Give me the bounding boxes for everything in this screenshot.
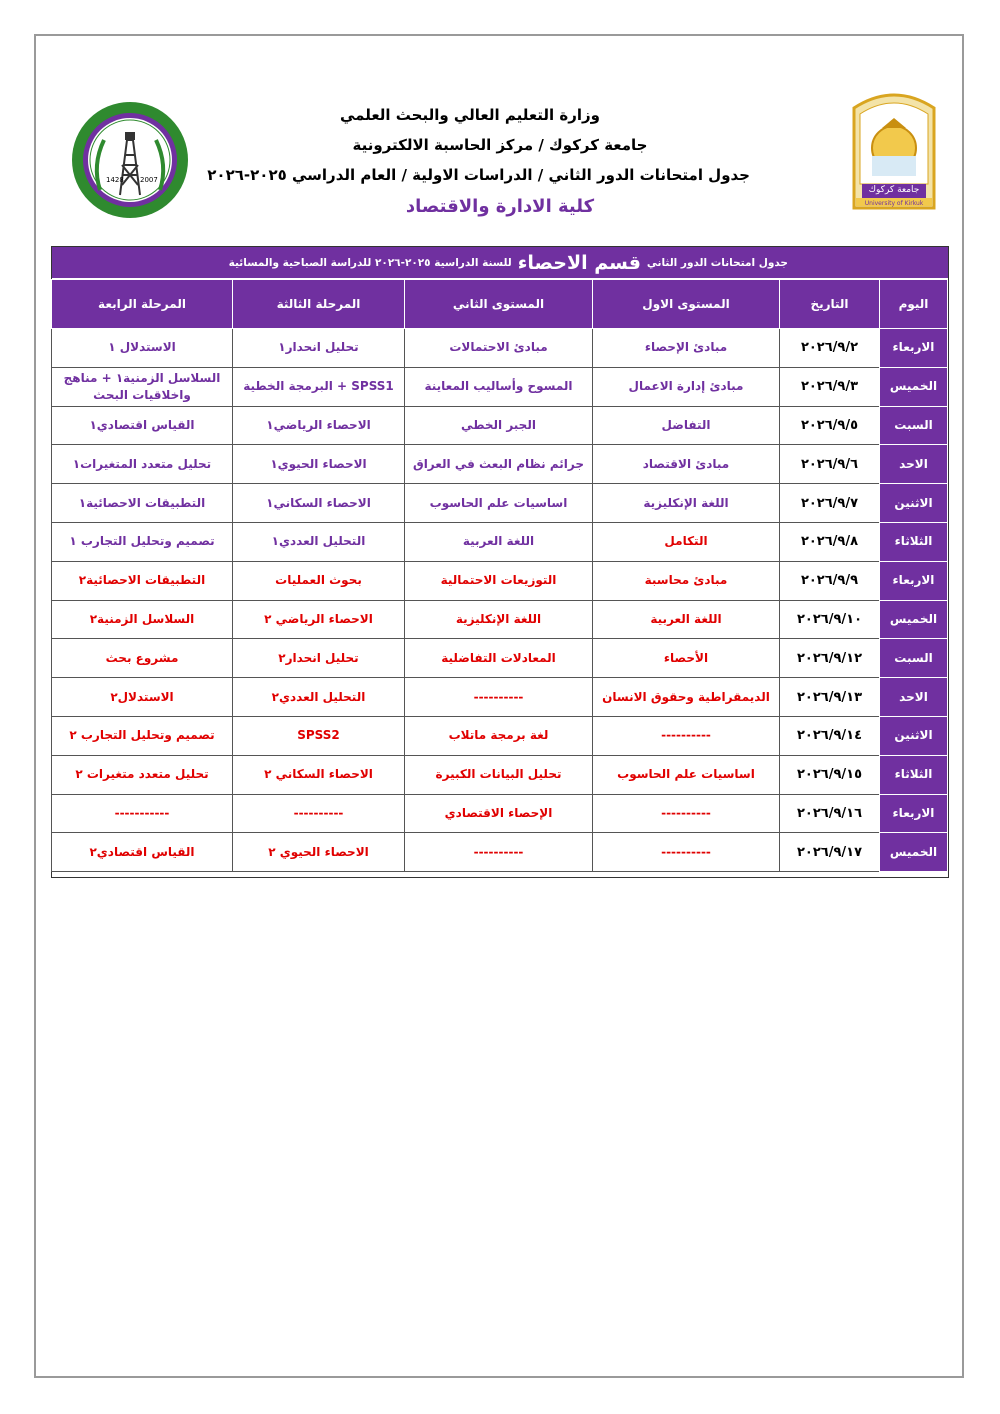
stage3-cell: تحليل انحدار٢ xyxy=(233,639,405,678)
date-cell: ٢٠٢٦/٩/٣ xyxy=(780,367,880,406)
stage4-cell: التطبيقات الاحصائية١ xyxy=(52,484,233,523)
level2-cell: المسوح وأساليب المعاينة xyxy=(405,367,593,406)
stage3-cell: SPSS1 + البرمجة الخطية xyxy=(233,367,405,406)
date-cell: ٢٠٢٦/٩/٨ xyxy=(780,522,880,561)
svg-text:2007: 2007 xyxy=(140,176,158,184)
table-row xyxy=(52,329,948,368)
header-row xyxy=(52,280,948,329)
table-row xyxy=(52,445,948,484)
day-cell: السبت xyxy=(880,406,948,445)
date-cell: ٢٠٢٦/٩/٢ xyxy=(780,329,880,368)
ministry-title: وزارة التعليم العالي والبحث العلمي xyxy=(339,106,601,124)
stage3-cell: SPSS2 xyxy=(233,716,405,755)
day-cell: الثلاثاء xyxy=(880,522,948,561)
col-header-date: التاريخ xyxy=(780,280,880,329)
day-cell: الخميس xyxy=(880,833,948,872)
level1-cell: التكامل xyxy=(593,522,780,561)
date-cell: ٢٠٢٦/٩/٥ xyxy=(780,406,880,445)
stage3-cell: الاحصاء الرياضي ٢ xyxy=(233,600,405,639)
schedule-title-bar xyxy=(52,247,948,279)
level2-cell: اساسيات علم الحاسوب xyxy=(405,484,593,523)
date-cell: ٢٠٢٦/٩/١٧ xyxy=(780,833,880,872)
level1-cell: الديمقراطية وحقوق الانسان xyxy=(593,678,780,717)
level1-cell: مبادئ إدارة الاعمال xyxy=(593,367,780,406)
table-row xyxy=(52,755,948,794)
table-row xyxy=(52,794,948,833)
col-header-stage3: المرحلة الثالثة xyxy=(233,280,405,329)
level1-cell: اللغة الإنكليزية xyxy=(593,484,780,523)
level1-cell: مبادئ محاسبة xyxy=(593,561,780,600)
university-title: جامعة كركوك / مركز الحاسبة الالكترونية xyxy=(352,136,648,154)
day-cell: الاثنين xyxy=(880,484,948,523)
day-cell: الاربعاء xyxy=(880,329,948,368)
day-cell: الاربعاء xyxy=(880,561,948,600)
day-cell: الاحد xyxy=(880,678,948,717)
level1-cell: مبادئ الإحصاء xyxy=(593,329,780,368)
document-header xyxy=(207,100,750,222)
table-row xyxy=(52,522,948,561)
level1-cell: ---------- xyxy=(593,794,780,833)
stage4-cell: تصميم وتحليل التجارب ٢ xyxy=(52,716,233,755)
table-row xyxy=(52,484,948,523)
level1-cell: اللغة العربية xyxy=(593,600,780,639)
day-cell: الخميس xyxy=(880,600,948,639)
col-header-day: اليوم xyxy=(880,280,948,329)
stage3-cell: الاحصاء السكاني ٢ xyxy=(233,755,405,794)
level1-cell: ---------- xyxy=(593,716,780,755)
stage4-cell: الاستدلال ١ xyxy=(52,329,233,368)
date-cell: ٢٠٢٦/٩/٩ xyxy=(780,561,880,600)
level1-cell: التفاضل xyxy=(593,406,780,445)
table-row xyxy=(52,406,948,445)
stage3-cell: ---------- xyxy=(233,794,405,833)
level1-cell: اساسيات علم الحاسوب xyxy=(593,755,780,794)
svg-text:University of Kirkuk: University of Kirkuk xyxy=(864,200,924,207)
date-cell: ٢٠٢٦/٩/١٢ xyxy=(780,639,880,678)
table-row xyxy=(52,561,948,600)
exam-schedule-title: جدول امتحانات الدور الثاني / الدراسات الاولية / العام الدراسي ٢٠٢٥-٢٠٢٦ xyxy=(207,166,750,184)
college-name: كلية الادارة والاقتصاد xyxy=(405,196,595,217)
stage4-cell: القياس اقتصادي٢ xyxy=(52,833,233,872)
date-cell: ٢٠٢٦/٩/١٦ xyxy=(780,794,880,833)
table-row xyxy=(52,833,948,872)
stage4-cell: مشروع بحث xyxy=(52,639,233,678)
level2-cell: اللغة الإنكليزية xyxy=(405,600,593,639)
level2-cell: ---------- xyxy=(405,678,593,717)
level2-cell: الجبر الخطي xyxy=(405,406,593,445)
department-name: قسم الاحصاء xyxy=(517,251,641,274)
stage3-cell: تحليل انحدار١ xyxy=(233,329,405,368)
stage4-cell: تصميم وتحليل التجارب ١ xyxy=(52,522,233,561)
col-header-level1: المستوى الاول xyxy=(593,280,780,329)
col-header-stage4: المرحلة الرابعة xyxy=(52,280,233,329)
svg-text:1428: 1428 xyxy=(106,176,124,184)
day-cell: الثلاثاء xyxy=(880,755,948,794)
stage3-cell: الاحصاء السكاني١ xyxy=(233,484,405,523)
stage4-cell: تحليل متعدد متغيرات ٢ xyxy=(52,755,233,794)
stage3-cell: الاحصاء الرياضي١ xyxy=(233,406,405,445)
stage3-cell: التحليل العددي١ xyxy=(233,522,405,561)
day-cell: الاربعاء xyxy=(880,794,948,833)
table-row xyxy=(52,600,948,639)
date-cell: ٢٠٢٦/٩/١٣ xyxy=(780,678,880,717)
svg-text:جامعة كركوك: جامعة كركوك xyxy=(868,185,920,195)
table-row xyxy=(52,678,948,717)
schedule-grid xyxy=(51,279,948,872)
date-cell: ٢٠٢٦/٩/٧ xyxy=(780,484,880,523)
table-row xyxy=(52,716,948,755)
date-cell: ٢٠٢٦/٩/١٠ xyxy=(780,600,880,639)
stage4-cell: السلاسل الزمنية٢ xyxy=(52,600,233,639)
level2-cell: مبادئ الاحتمالات xyxy=(405,329,593,368)
exam-schedule-table xyxy=(51,246,949,878)
day-cell: الاحد xyxy=(880,445,948,484)
day-cell: الاثنين xyxy=(880,716,948,755)
stage3-cell: بحوث العمليات xyxy=(233,561,405,600)
level2-cell: اللغة العربية xyxy=(405,522,593,561)
table-row xyxy=(52,639,948,678)
title-suffix: للسنة الدراسية ٢٠٢٥-٢٠٢٦ للدراسة الصباحية والمسائية xyxy=(228,256,512,269)
college-seal-logo xyxy=(70,100,190,220)
stage4-cell: القياس اقتصادي١ xyxy=(52,406,233,445)
stage4-cell: السلاسل الزمنية١ + مناهج واخلاقيات البحث xyxy=(52,367,233,406)
date-cell: ٢٠٢٦/٩/١٥ xyxy=(780,755,880,794)
level1-cell: الأحصاء xyxy=(593,639,780,678)
level2-cell: المعادلات التفاضلية xyxy=(405,639,593,678)
stage4-cell: تحليل متعدد المتغيرات١ xyxy=(52,445,233,484)
col-header-level2: المستوى الثاني xyxy=(405,280,593,329)
stage4-cell: ----------- xyxy=(52,794,233,833)
level1-cell: مبادئ الاقتصاد xyxy=(593,445,780,484)
day-cell: الخميس xyxy=(880,367,948,406)
level2-cell: الإحصاء الاقتصادي xyxy=(405,794,593,833)
level1-cell: ---------- xyxy=(593,833,780,872)
stage3-cell: التحليل العددي٢ xyxy=(233,678,405,717)
level2-cell: لغة برمجة ماتلاب xyxy=(405,716,593,755)
level2-cell: تحليل البيانات الكبيرة xyxy=(405,755,593,794)
level2-cell: جرائم نظام البعث في العراق xyxy=(405,445,593,484)
table-row xyxy=(52,367,948,406)
date-cell: ٢٠٢٦/٩/١٤ xyxy=(780,716,880,755)
day-cell: السبت xyxy=(880,639,948,678)
title-prefix: جدول امتحانات الدور الثاني xyxy=(646,256,788,269)
level2-cell: التوزيعات الاحتمالية xyxy=(405,561,593,600)
stage3-cell: الاحصاء الحيوي ٢ xyxy=(233,833,405,872)
stage4-cell: الاستدلال٢ xyxy=(52,678,233,717)
stage3-cell: الاحصاء الحيوي١ xyxy=(233,445,405,484)
stage4-cell: التطبيقات الاحصائية٢ xyxy=(52,561,233,600)
date-cell: ٢٠٢٦/٩/٦ xyxy=(780,445,880,484)
level2-cell: ---------- xyxy=(405,833,593,872)
university-badge-logo xyxy=(846,88,942,213)
